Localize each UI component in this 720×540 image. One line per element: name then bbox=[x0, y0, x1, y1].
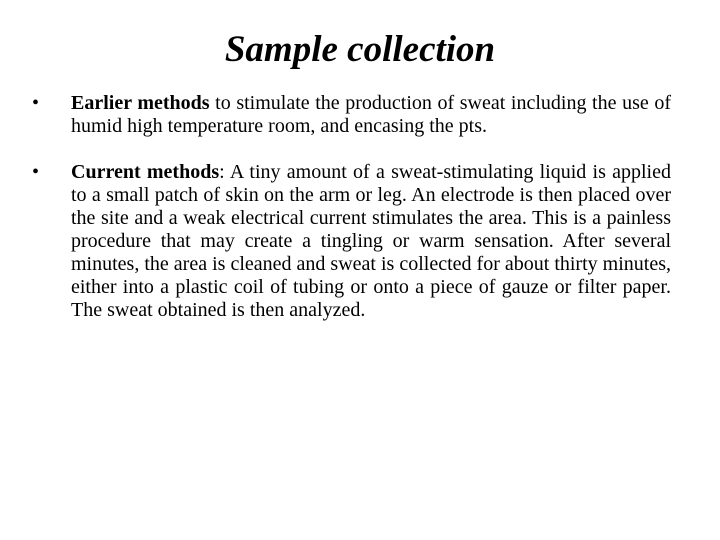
bullet-lead-earlier-methods: Earlier methods bbox=[71, 92, 210, 114]
bullet-list bbox=[0, 92, 720, 345]
slide-title: Sample collection bbox=[224, 29, 496, 70]
bullet-lead-current-methods: Current methods bbox=[71, 161, 220, 183]
bullet-icon: • bbox=[32, 161, 40, 183]
bullet-item-current-methods bbox=[0, 161, 720, 322]
bullet-text-current-methods: : A tiny amount of a sweat-stimulating liquid is applied to a small patch of skin on the arm or leg. An electrode is then placed over the site and a weak electrical current stimulates the area. This is a painless procedure that may create a tingling or warm sensation. After several minutes, the area is cleaned and sweat is collected for about thirty minutes, either into a plastic coil of tubing or onto a piece of gauze or filter paper. The sweat obtained is then analyzed. bbox=[71, 161, 671, 321]
bullet-item-earlier-methods bbox=[0, 92, 720, 138]
bullet-text-earlier-methods: to stimulate the production of sweat including the use of humid high temperature room, and encasing the pts. bbox=[71, 92, 672, 137]
bullet-icon: • bbox=[32, 92, 40, 114]
